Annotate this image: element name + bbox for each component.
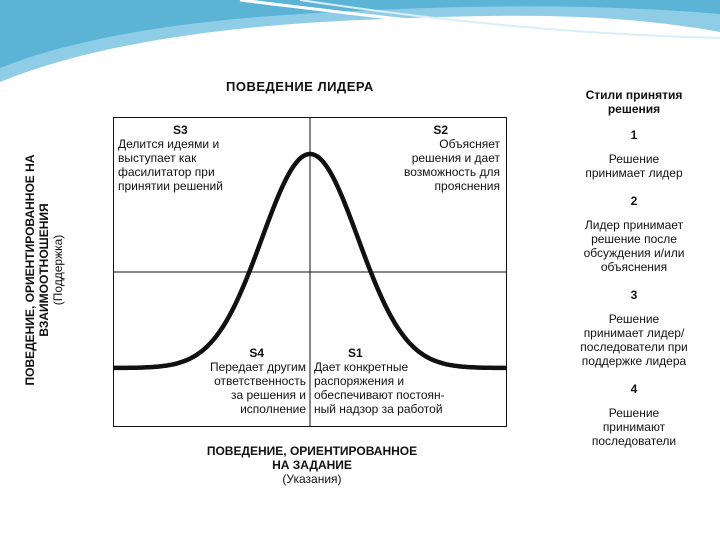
quadrant-s1-line3: обеспечивают постоян- — [314, 388, 445, 402]
quadrant-s1-line4: ный надзор за работой — [314, 402, 443, 416]
y-axis-sub: (Поддержка) — [51, 234, 65, 306]
style-3-line4: поддержке лидера — [581, 354, 687, 368]
quadrant-s2-line2: решения и дает — [411, 151, 500, 165]
y-axis-label — [23, 140, 65, 400]
quadrant-s4-line1: Передает другим — [209, 360, 306, 374]
style-1-line1: Решение — [608, 152, 660, 166]
quadrant-s1-code: S1 — [348, 346, 363, 360]
quadrant-s4-code: S4 — [249, 346, 264, 360]
diagram-title: ПОВЕДЕНИЕ ЛИДЕРА — [226, 79, 374, 94]
style-1-text — [566, 152, 702, 180]
style-3-line3: последователи при — [580, 340, 688, 354]
style-2-line4: объяснения — [600, 260, 668, 274]
style-4-line2: принимают — [602, 420, 666, 434]
quadrant-s2-line3: возможность для — [404, 165, 500, 179]
quadrant-s3-line3: фасилитатор при — [118, 165, 215, 179]
quadrant-s1-line1: Дает конкретные — [314, 360, 409, 374]
quadrant-s4-line2: ответственность — [214, 374, 306, 388]
style-3-line1: Решение — [608, 312, 660, 326]
x-axis-line2: НА ЗАДАНИЕ — [272, 458, 352, 472]
style-4-text — [566, 406, 702, 448]
style-2-line2: решение после — [591, 232, 677, 246]
x-axis-sub: (Указания) — [282, 472, 342, 486]
style-1-line2: принимает лидер — [585, 166, 683, 180]
quadrant-s3 — [118, 123, 304, 193]
quadrant-s2 — [360, 123, 500, 193]
styles-header-line1: Стили принятия — [585, 88, 683, 102]
style-3-line2: принимает лидер/ — [583, 326, 685, 340]
style-4-number: 4 — [630, 382, 638, 396]
y-axis-line1: ПОВЕДЕНИЕ, ОРИЕНТИРОВАННОЕ НА — [23, 154, 37, 386]
style-2-line3: обсуждения и/или — [583, 246, 685, 260]
quadrant-s1-line2: распоряжения и — [314, 374, 405, 388]
style-4-line3: последователи — [591, 434, 677, 448]
quadrant-s2-line4: прояснения — [434, 179, 500, 193]
styles-header-line2: решения — [607, 102, 661, 116]
quadrant-s3-line2: выступает как — [118, 151, 197, 165]
y-axis-line2: ВЗАИМООТНОШЕНИЯ — [37, 203, 51, 337]
style-1-number: 1 — [630, 128, 638, 142]
style-4-line1: Решение — [608, 406, 660, 420]
x-axis-line1: ПОВЕДЕНИЕ, ОРИЕНТИРОВАННОЕ — [206, 444, 418, 458]
quadrant-s4 — [196, 346, 306, 416]
style-2-number: 2 — [630, 194, 638, 208]
decision-styles-panel — [566, 88, 702, 462]
quadrant-s4-line4: исполнение — [240, 402, 306, 416]
quadrant-s2-line1: Объясняет — [439, 137, 500, 151]
quadrant-s3-code: S3 — [173, 123, 188, 137]
style-2-text — [566, 218, 702, 274]
styles-header — [566, 88, 702, 116]
quadrant-s3-line4: принятии решений — [118, 179, 223, 193]
quadrant-s2-code: S2 — [433, 123, 448, 137]
quadrant-s1 — [314, 346, 494, 416]
quadrant-s4-line3: за решения и — [230, 388, 306, 402]
x-axis-label — [175, 444, 449, 486]
style-3-text — [566, 312, 702, 368]
style-2-line1: Лидер принимает — [584, 218, 684, 232]
quadrant-s3-line1: Делится идеями и — [118, 137, 220, 151]
style-3-number: 3 — [630, 288, 638, 302]
